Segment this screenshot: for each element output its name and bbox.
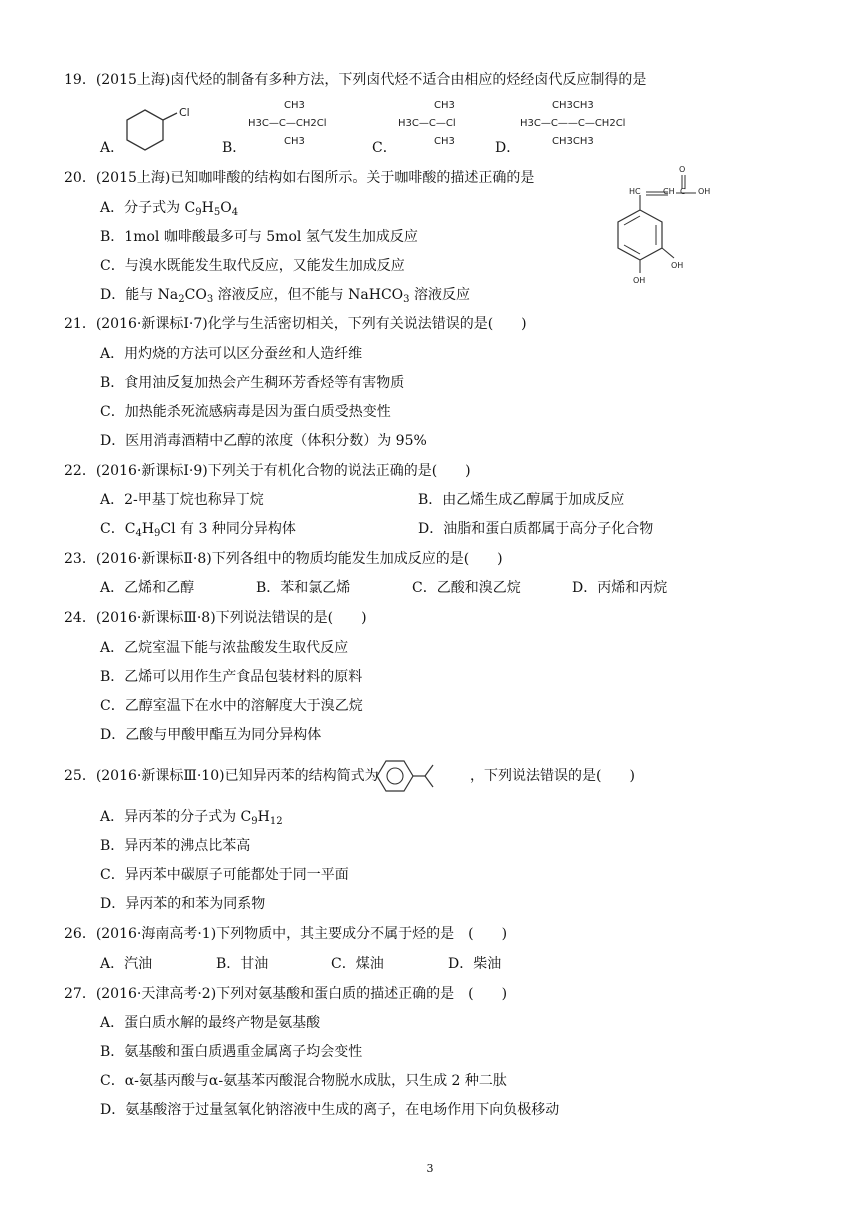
q19-option-a-label: A． <box>100 140 125 156</box>
q19-option-b-label: B． <box>222 140 247 156</box>
q27-option-a: A．蛋白质水解的最终产物是氨基酸 <box>100 1015 321 1031</box>
caffeic-c-label: C <box>680 187 686 196</box>
question-25-stem-right: ，下列说法错误的是( ) <box>470 768 635 784</box>
q20-option-a: A．分子式为 $C_9H_5O_4$ <box>100 200 239 218</box>
q26-option-b: B．甘油 <box>216 956 269 972</box>
q23-option-b: B．苯和氯乙烯 <box>256 580 351 596</box>
q22-option-c: C．$C_4H_9Cl$ 有 3 种同分异构体 <box>100 521 296 539</box>
q26-option-c: C．煤油 <box>331 956 384 972</box>
q22-option-d: D．油脂和蛋白质都属于高分子化合物 <box>418 521 654 537</box>
q20-option-b: B．1mol 咖啡酸最多可与 5mol 氢气发生加成反应 <box>100 229 418 245</box>
q19-d-top: CH3CH3 <box>552 100 594 111</box>
q22-option-b: B．由乙烯生成乙醇属于加成反应 <box>418 492 625 508</box>
caffeic-acid-structure <box>600 165 730 295</box>
caffeic-oh-para-label: OH <box>633 276 646 285</box>
q24-option-c: C．乙醇室温下在水中的溶解度大于溴乙烷 <box>100 698 363 714</box>
q19-c-top: CH3 <box>434 100 455 111</box>
q19-d-bot: CH3CH3 <box>552 136 594 147</box>
question-21-stem: 21．(2016·新课标Ⅰ·7)化学与生活密切相关，下列有关说法错误的是( ) <box>64 316 527 332</box>
q23-option-a: A．乙烯和乙醇 <box>100 580 195 596</box>
page-number: 3 <box>426 1162 434 1175</box>
q27-option-d: D．氨基酸溶于过量氢氧化钠溶液中生成的离子，在电场作用下向负极移动 <box>100 1102 560 1118</box>
q24-option-a: A．乙烷室温下能与浓盐酸发生取代反应 <box>100 640 349 656</box>
q20-option-d: D．能与 $Na_2CO_3$ 溶液反应，但不能与 NaHCO$_3$ 溶液反应 <box>100 287 470 305</box>
q26-option-d: D．柴油 <box>448 956 502 972</box>
q22-option-a: A．2-甲基丁烷也称异丁烷 <box>100 492 264 508</box>
q23-option-d: D．丙烯和丙烷 <box>572 580 668 596</box>
question-25-stem-left: 25．(2016·新课标Ⅲ·10)已知异丙苯的结构简式为 <box>64 768 379 784</box>
question-19-stem: 19．(2015上海)卤代烃的制备有多种方法，下列卤代烃不适合由相应的烃经卤代反应制得的是 <box>64 72 647 88</box>
cumene-structure <box>365 753 465 799</box>
q19-b-bot: CH3 <box>284 136 305 147</box>
q24-option-d: D．乙酸与甲酸甲酯互为同分异构体 <box>100 727 322 743</box>
question-24-stem: 24．(2016·新课标Ⅲ·8)下列说法错误的是( ) <box>64 610 367 626</box>
cyclohexyl-chloride-structure <box>125 104 205 154</box>
question-26-stem: 26．(2016·海南高考·1)下列物质中，其主要成分不属于烃的是 ( ) <box>64 926 508 942</box>
q26-option-a: A．汽油 <box>100 956 153 972</box>
q23-option-c: C．乙酸和溴乙烷 <box>412 580 521 596</box>
q19-option-d-label: D． <box>495 140 521 156</box>
q21-option-a: A．用灼烧的方法可以区分蚕丝和人造纤维 <box>100 346 363 362</box>
q25-option-b: B．异丙苯的沸点比苯高 <box>100 838 251 854</box>
question-22-stem: 22．(2016·新课标Ⅰ·9)下列关于有机化合物的说法正确的是( ) <box>64 463 471 479</box>
q19-option-c-label: C． <box>372 140 397 156</box>
caffeic-oh-meta-label: OH <box>671 261 684 270</box>
q19-b-mid: H3C—C—CH2Cl <box>248 118 327 129</box>
caffeic-ch-label: CH <box>663 187 675 196</box>
q21-option-c: C．加热能杀死流感病毒是因为蛋白质受热变性 <box>100 404 391 420</box>
q19-a-cl-label: Cl <box>179 106 190 119</box>
caffeic-oh-label: OH <box>698 187 711 196</box>
q19-c-bot: CH3 <box>434 136 455 147</box>
question-27-stem: 27．(2016·天津高考·2)下列对氨基酸和蛋白质的描述正确的是 ( ) <box>64 986 508 1002</box>
caffeic-o-label: O <box>679 165 686 174</box>
q25-option-c: C．异丙苯中碳原子可能都处于同一平面 <box>100 867 349 883</box>
q21-option-b: B．食用油反复加热会产生稠环芳香烃等有害物质 <box>100 375 405 391</box>
question-20-stem: 20．(2015上海)已知咖啡酸的结构如右图所示。关于咖啡酸的描述正确的是 <box>64 170 535 186</box>
q19-b-top: CH3 <box>284 100 305 111</box>
q27-option-b: B．氨基酸和蛋白质遇重金属离子均会变性 <box>100 1044 363 1060</box>
q21-option-d: D．医用消毒酒精中乙醇的浓度（体积分数）为 95% <box>100 433 427 449</box>
question-23-stem: 23．(2016·新课标Ⅱ·8)下列各组中的物质均能发生加成反应的是( ) <box>64 551 503 567</box>
q24-option-b: B．乙烯可以用作生产食品包装材料的原料 <box>100 669 363 685</box>
q27-option-c: C．α-氨基丙酸与α-氨基苯丙酸混合物脱水成肽，只生成 2 种二肽 <box>100 1073 507 1089</box>
q19-c-mid: H3C—C—Cl <box>398 118 456 129</box>
q25-option-d: D．异丙苯的和苯为同系物 <box>100 896 266 912</box>
q25-option-a: A．异丙苯的分子式为 $C_9H_{12}$ <box>100 809 283 827</box>
q19-d-mid: H3C—C——C—CH2Cl <box>520 118 626 129</box>
caffeic-hc-label: HC <box>629 187 641 196</box>
q20-option-c: C．与溴水既能发生取代反应，又能发生加成反应 <box>100 258 405 274</box>
